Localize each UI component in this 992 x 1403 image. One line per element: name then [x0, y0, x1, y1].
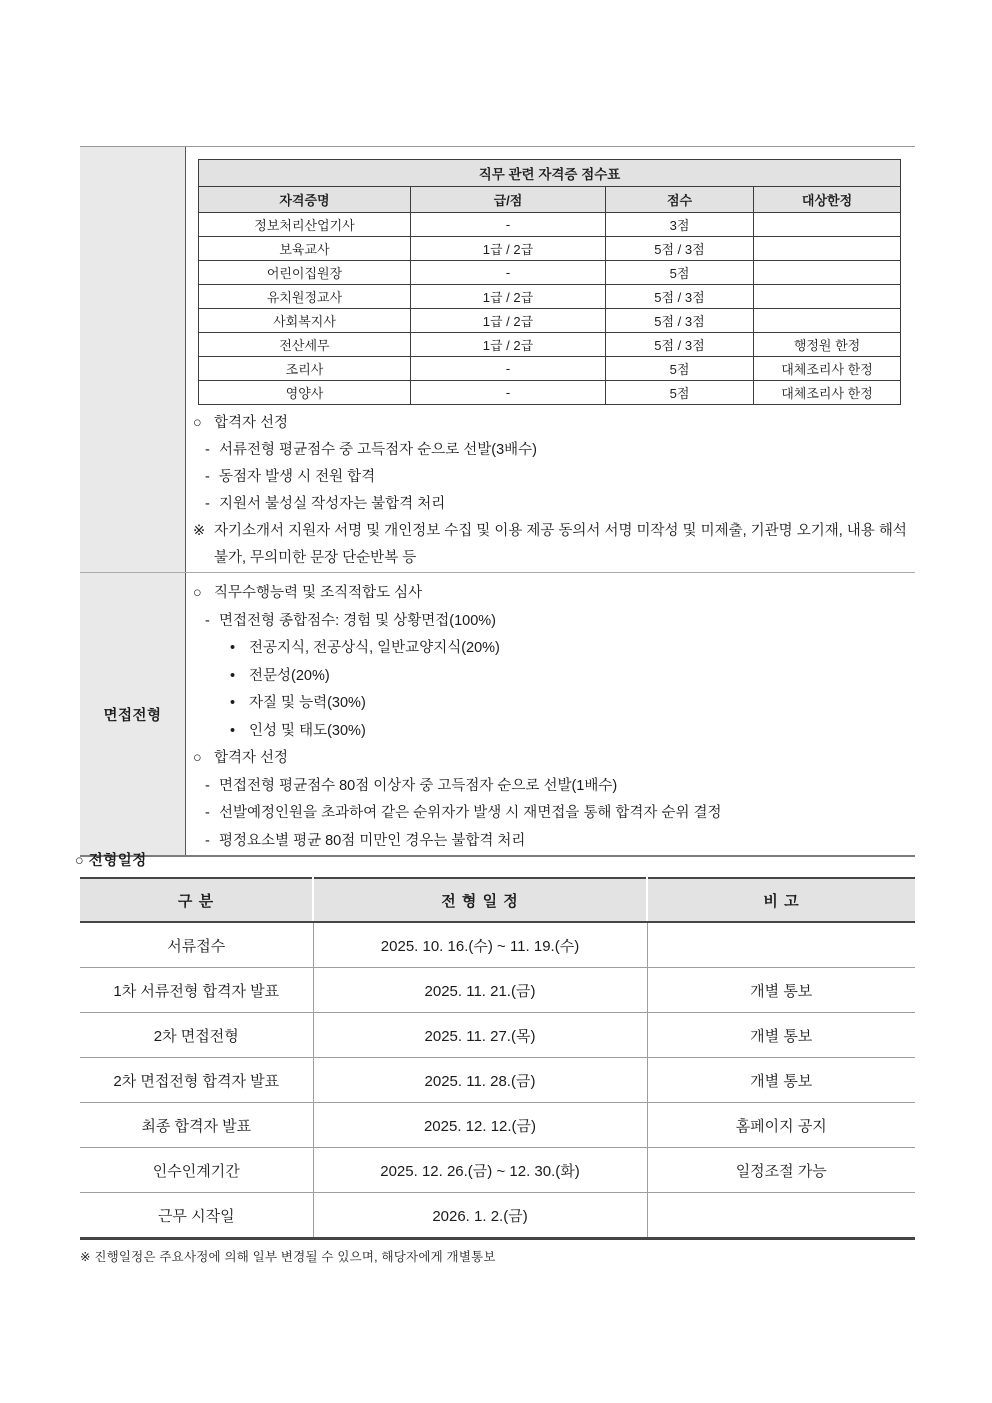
- cert-cell: 사회복지사: [199, 309, 411, 333]
- schedule-cell: 인수인계기간: [80, 1148, 313, 1193]
- cert-cell: 5점 / 3점: [606, 309, 754, 333]
- cert-cell: 정보처리산업기사: [199, 213, 411, 237]
- list-marker: -: [205, 612, 210, 629]
- interview-list: [186, 580, 915, 855]
- cert-cell: 조리사: [199, 357, 411, 381]
- schedule-cell: 2026. 1. 2.(금): [313, 1193, 647, 1239]
- list-item: [186, 773, 915, 801]
- schedule-row: [80, 1103, 915, 1148]
- list-item: [186, 491, 915, 518]
- cert-score-table: [198, 159, 901, 405]
- list-marker: -: [205, 777, 210, 794]
- cert-cell: 보육교사: [199, 237, 411, 261]
- schedule-col-header: 구 분: [80, 878, 313, 922]
- list-text: 선발예정인원을 초과하여 같은 순위자가 발생 시 재면접을 통해 합격자 순위 결정: [219, 805, 722, 821]
- schedule-cell: 2025. 10. 16.(수) ~ 11. 19.(수): [313, 922, 647, 968]
- cert-cell: 1급 / 2급: [411, 309, 606, 333]
- list-item: [186, 464, 915, 491]
- criteria-row-document-screening: [80, 147, 915, 573]
- cert-cell: [754, 309, 901, 333]
- schedule-cell: 최종 합격자 발표: [80, 1103, 313, 1148]
- cert-cell: 5점 / 3점: [606, 285, 754, 309]
- schedule-cell: 2025. 11. 28.(금): [313, 1058, 647, 1103]
- schedule-footnote: ※ 진행일정은 주요사정에 의해 일부 변경될 수 있으며, 해당자에게 개별통보: [80, 1250, 496, 1264]
- cert-cell: 전산세무: [199, 333, 411, 357]
- schedule-section-heading: ○ 전형일정: [75, 853, 147, 869]
- list-item: [186, 437, 915, 464]
- schedule-cell: [647, 1193, 915, 1239]
- cert-cell: 대체조리사 한정: [754, 381, 901, 405]
- list-item: [186, 745, 915, 773]
- cert-col-header: 대상한정: [754, 187, 901, 213]
- schedule-row: [80, 1058, 915, 1103]
- list-item: [186, 718, 915, 746]
- schedule-cell: 개별 통보: [647, 1058, 915, 1103]
- cert-cell: 영양사: [199, 381, 411, 405]
- cert-table-row: [199, 261, 901, 285]
- cert-cell: -: [411, 261, 606, 285]
- list-item: [186, 608, 915, 636]
- cert-col-header: 자격증명: [199, 187, 411, 213]
- list-item: [186, 663, 915, 691]
- cert-table-row: [199, 237, 901, 261]
- list-text: 면접전형 평균점수 80점 이상자 중 고득점자 순으로 선발(1배수): [219, 777, 618, 794]
- document-screening-content: [186, 147, 915, 572]
- cert-cell: 행정원 한정: [754, 333, 901, 357]
- list-text: 자기소개서 지원자 서명 및 개인정보 수집 및 이용 제공 동의서 서명 미작성 및 미제출, 기관명 오기재, 내용 해석 불가, 무의미한 문장 단순반복 등: [214, 523, 907, 566]
- cert-table-title-row: [199, 160, 901, 187]
- cert-cell: 대체조리사 한정: [754, 357, 901, 381]
- cert-cell: 5점: [606, 357, 754, 381]
- list-marker: ○: [193, 585, 202, 601]
- cert-cell: [754, 237, 901, 261]
- list-marker: -: [205, 496, 210, 512]
- list-item: [186, 410, 915, 437]
- criteria-row-interview: [80, 573, 915, 855]
- schedule-row: [80, 1013, 915, 1058]
- list-text: 지원서 불성실 작성자는 불합격 처리: [219, 496, 446, 512]
- cert-cell: [754, 285, 901, 309]
- cert-cell: [754, 261, 901, 285]
- list-marker: •: [230, 722, 236, 739]
- list-item: [186, 518, 915, 572]
- cert-cell: 1급 / 2급: [411, 333, 606, 357]
- cert-table-row: [199, 309, 901, 333]
- list-marker: ○: [193, 750, 202, 766]
- cert-cell: 3점: [606, 213, 754, 237]
- cert-table-row: [199, 213, 901, 237]
- list-marker: -: [205, 805, 210, 821]
- cert-cell: 5점 / 3점: [606, 333, 754, 357]
- schedule-row: [80, 1193, 915, 1239]
- schedule-table: [80, 877, 915, 1240]
- cert-cell: 1급 / 2급: [411, 237, 606, 261]
- list-text: 인성 및 태도(30%): [249, 722, 366, 739]
- list-marker: ※: [193, 523, 206, 539]
- schedule-cell: 2차 면접전형 합격자 발표: [80, 1058, 313, 1103]
- interview-content: [186, 573, 915, 855]
- cert-cell: 5점 / 3점: [606, 237, 754, 261]
- list-marker: •: [230, 640, 236, 656]
- cert-cell: -: [411, 381, 606, 405]
- schedule-cell: 일정조절 가능: [647, 1148, 915, 1193]
- list-text: 전공지식, 전공상식, 일반교양지식(20%): [249, 640, 500, 656]
- cert-cell: 5점: [606, 381, 754, 405]
- cert-table-header-row: [199, 187, 901, 213]
- list-marker: -: [205, 442, 210, 458]
- schedule-col-header: 전 형 일 정: [313, 878, 647, 922]
- schedule-header-row: [80, 878, 915, 922]
- schedule-row: [80, 922, 915, 968]
- cert-table-row: [199, 285, 901, 309]
- list-marker: -: [205, 469, 210, 485]
- row-label-interview: 면접전형: [80, 573, 186, 855]
- schedule-cell: 2025. 12. 12.(금): [313, 1103, 647, 1148]
- document-screening-list: [186, 410, 915, 572]
- schedule-row: [80, 968, 915, 1013]
- list-text: 평정요소별 평균 80점 미만인 경우는 불합격 처리: [219, 832, 526, 849]
- cert-cell: -: [411, 357, 606, 381]
- list-item: [186, 828, 915, 856]
- cert-table-row: [199, 333, 901, 357]
- list-item: [186, 635, 915, 663]
- list-item: [186, 580, 915, 608]
- schedule-col-header: 비 고: [647, 878, 915, 922]
- cert-table-row: [199, 381, 901, 405]
- cert-cell: -: [411, 213, 606, 237]
- schedule-cell: 홈페이지 공지: [647, 1103, 915, 1148]
- list-text: 직무수행능력 및 조직적합도 심사: [214, 585, 423, 601]
- list-marker: •: [230, 667, 236, 684]
- row-label-empty: [80, 147, 186, 572]
- schedule-cell: 2025. 11. 27.(목): [313, 1013, 647, 1058]
- schedule-cell: 2025. 11. 21.(금): [313, 968, 647, 1013]
- list-marker: -: [205, 832, 210, 849]
- cert-col-header: 급/점: [411, 187, 606, 213]
- schedule-cell: 서류접수: [80, 922, 313, 968]
- cert-table-row: [199, 357, 901, 381]
- list-text: 합격자 선정: [214, 415, 289, 431]
- list-marker: ○: [193, 415, 202, 431]
- schedule-cell: 개별 통보: [647, 968, 915, 1013]
- list-text: 면접전형 종합점수: 경험 및 상황면접(100%): [219, 612, 496, 629]
- schedule-cell: 2025. 12. 26.(금) ~ 12. 30.(화): [313, 1148, 647, 1193]
- schedule-cell: 개별 통보: [647, 1013, 915, 1058]
- schedule-row: [80, 1148, 915, 1193]
- list-text: 전문성(20%): [249, 667, 330, 684]
- cert-cell: 유치원정교사: [199, 285, 411, 309]
- schedule-cell: 1차 서류전형 합격자 발표: [80, 968, 313, 1013]
- list-item: [186, 690, 915, 718]
- cert-table-title: 직무 관련 자격증 점수표: [199, 160, 901, 187]
- cert-cell: 5점: [606, 261, 754, 285]
- list-text: 동점자 발생 시 전원 합격: [219, 469, 376, 485]
- list-text: 합격자 선정: [214, 750, 289, 766]
- cert-cell: 1급 / 2급: [411, 285, 606, 309]
- schedule-cell: 2차 면접전형: [80, 1013, 313, 1058]
- cert-col-header: 점수: [606, 187, 754, 213]
- list-text: 서류전형 평균점수 중 고득점자 순으로 선발(3배수): [219, 442, 538, 458]
- cert-cell: [754, 213, 901, 237]
- schedule-cell: 근무 시작일: [80, 1193, 313, 1239]
- list-marker: •: [230, 695, 236, 711]
- schedule-cell: [647, 922, 915, 968]
- cert-cell: 어린이집원장: [199, 261, 411, 285]
- list-item: [186, 800, 915, 828]
- criteria-table: [80, 146, 915, 857]
- list-text: 자질 및 능력(30%): [249, 695, 366, 711]
